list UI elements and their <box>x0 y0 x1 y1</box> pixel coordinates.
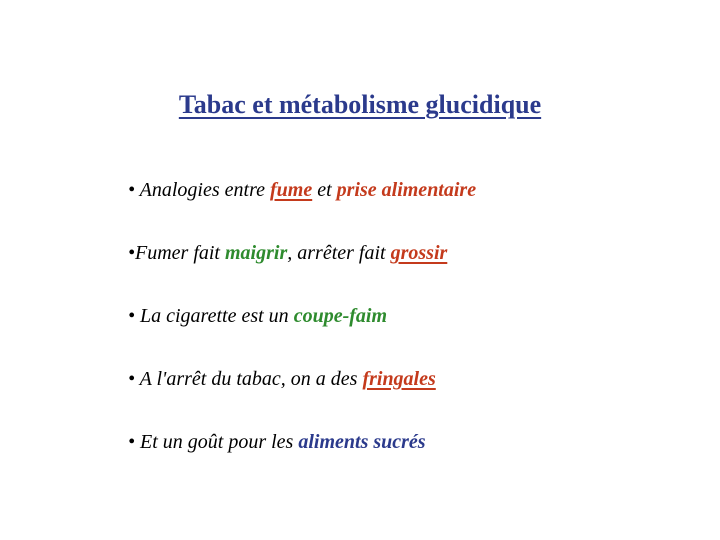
bullet-text: • Analogies entre <box>128 179 270 201</box>
bullet-item <box>128 241 476 304</box>
bullet-text: • A l'arrêt du tabac, on a des <box>128 368 363 390</box>
highlight-grossir: grossir <box>390 242 448 264</box>
highlight-fringales: fringales <box>362 368 436 390</box>
bullet-text: •Fumer fait <box>128 242 225 264</box>
bullet-item <box>128 430 476 493</box>
bullet-item <box>128 367 476 430</box>
bullet-text: • Et un goût pour les <box>128 431 299 453</box>
highlight-aliments-sucres: aliments sucrés <box>298 431 426 453</box>
highlight-fume: fume <box>269 179 313 201</box>
highlight-prise-alimentaire: prise alimentaire <box>336 179 477 201</box>
bullet-text: et <box>312 179 337 201</box>
slide-title: Tabac et métabolisme glucidique <box>178 90 542 119</box>
bullet-item <box>128 178 476 241</box>
bullet-item <box>128 304 476 367</box>
bullet-text: , arrêter fait <box>287 242 391 264</box>
bullet-text: • La cigarette est un <box>128 305 294 327</box>
highlight-maigrir: maigrir <box>225 242 288 264</box>
bullet-list <box>128 178 476 493</box>
highlight-coupe-faim: coupe-faim <box>293 305 387 327</box>
